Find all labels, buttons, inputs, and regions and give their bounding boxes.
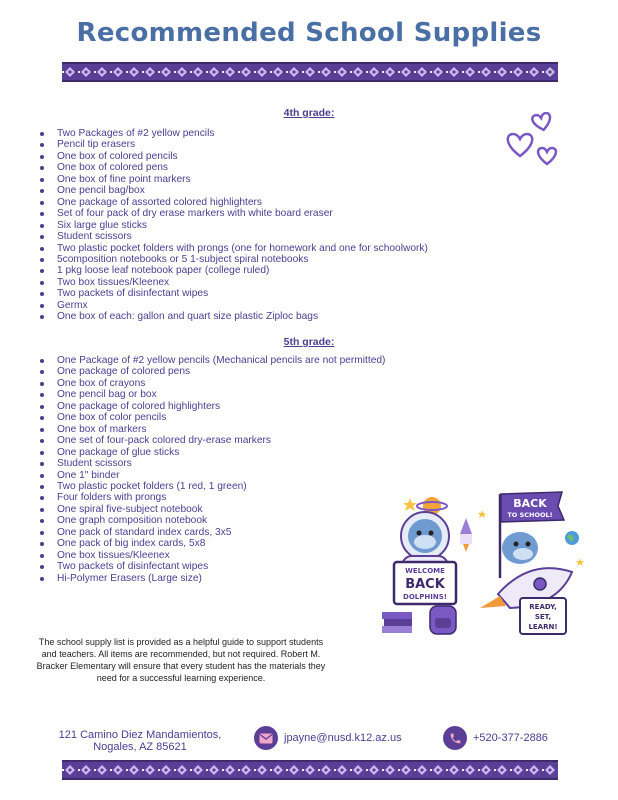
list-item: One package of colored highlighters	[40, 401, 500, 412]
grade5-heading: 5th grade:	[283, 336, 335, 348]
list-item: Hi-Polymer Erasers (Large size)	[40, 573, 500, 584]
address-line1: 121 Camino Diez Mandamientos,	[58, 729, 222, 741]
list-item: Four folders with prongs	[40, 492, 500, 503]
list-item: Germx	[40, 300, 500, 311]
books-icon	[382, 612, 412, 633]
welcome-sign	[394, 562, 456, 604]
decorative-band-top	[62, 62, 558, 82]
list-item: Two plastic pocket folders with prongs (one for homework and one for schoolwork)	[40, 243, 500, 254]
sign-learn-text: LEARN!	[528, 623, 558, 631]
sign-set-text: SET,	[534, 613, 552, 621]
phone-icon	[443, 726, 467, 750]
list-item: One box of fine point markers	[40, 174, 500, 185]
list-item: 5composition notebooks or 5 1-subject spiral notebooks	[40, 254, 500, 265]
sign-back-text: BACK	[405, 577, 445, 592]
dolphin-right	[502, 532, 538, 564]
grade4-supply-list	[40, 128, 500, 323]
list-item: One box of each: gallon and quart size plastic Ziploc bags	[40, 311, 500, 322]
list-item: Two plastic pocket folders (1 red, 1 green)	[40, 481, 500, 492]
list-item: One package of colored pens	[40, 366, 500, 377]
sign-ready-text: READY,	[529, 603, 557, 611]
envelope-icon	[254, 726, 278, 750]
address-line2: Nogales, AZ 85621	[93, 741, 187, 753]
list-item: One pencil bag or box	[40, 389, 500, 400]
flag-to-school-text: TO SCHOOL!	[507, 511, 553, 519]
dolphins-illustration	[380, 488, 590, 638]
list-item: Two box tissues/Kleenex	[40, 277, 500, 288]
list-item: One pack of big index cards, 5x8	[40, 538, 500, 549]
email-contact[interactable]	[254, 726, 402, 750]
list-item: Set of four pack of dry erase markers with white board eraser	[40, 208, 500, 219]
list-item: One box of colored pencils	[40, 151, 500, 162]
phone-text[interactable]: +520-377-2886	[473, 732, 548, 744]
ready-set-learn-sign	[520, 598, 566, 634]
list-item: One Package of #2 yellow pencils (Mechanical pencils are not permitted)	[40, 355, 500, 366]
sign-welcome-text: WELCOME	[405, 567, 445, 575]
list-item: One box of markers	[40, 424, 500, 435]
list-item: One box of crayons	[40, 378, 500, 389]
list-item: Student scissors	[40, 458, 500, 469]
list-item: One box of color pencils	[40, 412, 500, 423]
school-address	[40, 729, 240, 753]
list-item: One spiral five-subject notebook	[40, 504, 500, 515]
flag-back-text: BACK	[513, 497, 547, 510]
list-item: Two packets of disinfectant wipes	[40, 288, 500, 299]
page-title: Recommended School Supplies	[76, 18, 542, 48]
list-item: Two packets of disinfectant wipes	[40, 561, 500, 572]
hearts-icon	[500, 112, 560, 168]
list-item: Six large glue sticks	[40, 220, 500, 231]
list-item: One box tissues/Kleenex	[40, 550, 500, 561]
earth-icon	[565, 531, 579, 545]
list-item: One box of colored pens	[40, 162, 500, 173]
decorative-band-bottom	[62, 760, 558, 780]
email-text[interactable]: jpayne@nusd.k12.az.us	[284, 732, 402, 744]
list-item: One 1" binder	[40, 470, 500, 481]
phone-contact[interactable]	[443, 726, 548, 750]
list-item: One package of assorted colored highlighters	[40, 197, 500, 208]
backpack-icon	[430, 606, 456, 634]
list-item: One package of glue sticks	[40, 447, 500, 458]
list-item: 1 pkg loose leaf notebook paper (college ruled)	[40, 265, 500, 276]
small-rocket-icon	[460, 518, 472, 552]
list-item: One pack of standard index cards, 3x5	[40, 527, 500, 538]
sign-dolphins-text: DOLPHINS!	[403, 593, 447, 601]
list-item: Pencil tip erasers	[40, 139, 500, 150]
list-item: One set of four-pack colored dry-erase markers	[40, 435, 500, 446]
back-to-school-flag	[501, 492, 564, 522]
list-item: Student scissors	[40, 231, 500, 242]
list-item: Two Packages of #2 yellow pencils	[40, 128, 500, 139]
band-pattern	[62, 762, 558, 778]
list-item: One pencil bag/box	[40, 185, 500, 196]
list-item: One graph composition notebook	[40, 515, 500, 526]
disclaimer-note: The school supply list is provided as a helpful guide to support students and teachers. All items are recommended, but not required. Robert M. Bracker Elementary will ensure that every student has the materials they need for a successful learning experience.	[36, 637, 326, 683]
grade4-heading: 4th grade:	[283, 107, 335, 119]
band-pattern	[62, 64, 558, 80]
